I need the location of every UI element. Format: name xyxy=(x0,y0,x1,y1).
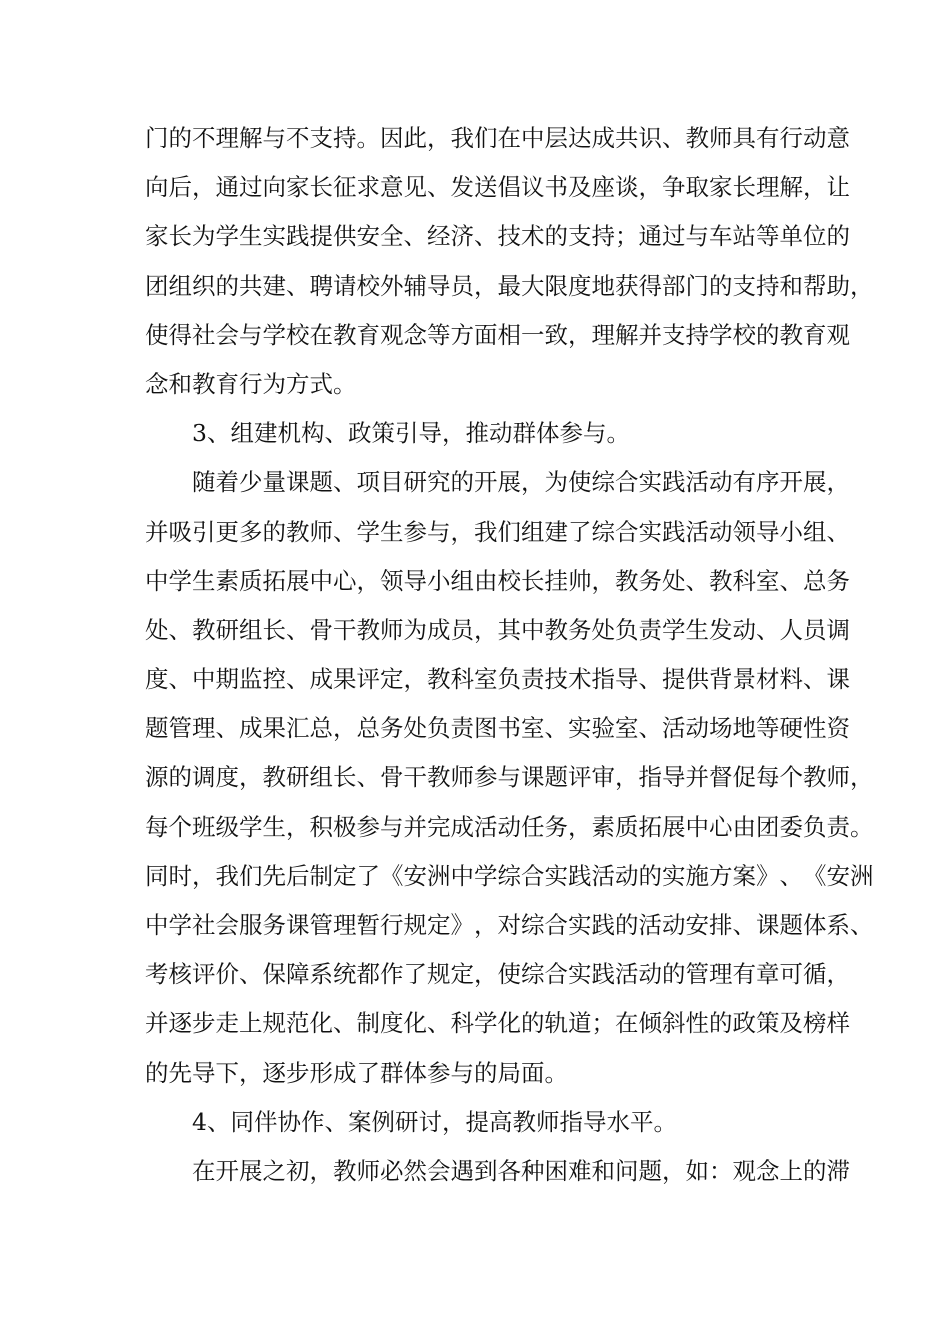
text-line: 并 逐 步 走 上 规 范 化 、 制 度 化 、 科 学 化 的 轨 道 ； 在 倾 斜 性 的 政 策 及 榜 样 xyxy=(145,1009,850,1038)
text-line: 度 、 中 期 监 控 、 成 果 评 定 ， 教 科 室 负 责 技 术 指 导 、 提 供 背 景 材 料 、 课 xyxy=(145,665,850,694)
text-line: 同 时 ， 我 们 先 后 制 定 了 《 安 洲 中 学 综 合 实 践 活 动 的 实 施 方 案 》 、 《 安 洲 xyxy=(145,861,874,890)
text-line: 中 学 社 会 服 务 课 管 理 暂 行 规 定 》 ， 对 综 合 实 践 的 活 动 安 排 、 课 题 体 系 、 xyxy=(145,911,874,939)
text-line: 4、同伴协作、案例研讨，提高教师指导水平。 xyxy=(192,1107,677,1136)
text-line: 团 组 织 的 共 建 、 聘 请 校 外 辅 导 员 ， 最 大 限 度 地 获 得 部 门 的 支 持 和 帮 助 ， xyxy=(145,271,874,300)
text-line: 3、组建机构、政策引导，推动群体参与。 xyxy=(192,419,630,448)
text-line: 处 、 教 研 组 长 、 骨 干 教 师 为 成 员 ， 其 中 教 务 处 负 责 学 生 发 动 、 人 员 调 xyxy=(145,615,850,644)
document-body xyxy=(145,114,874,1196)
text-line: 的先导下，逐步形成了群体参与的局面。 xyxy=(145,1058,568,1087)
text-line: 源 的 调 度 ， 教 研 组 长 、 骨 干 教 师 参 与 课 题 评 审 ， 指 导 并 督 促 每 个 教 师 ， xyxy=(145,763,874,792)
text-line: 题 管 理 、 成 果 汇 总 ， 总 务 处 负 责 图 书 室 、 实 验 室 、 活 动 场 地 等 硬 性 资 xyxy=(145,714,850,743)
text-line: 家 长 为 学 生 实 践 提 供 安 全 、 经 济 、 技 术 的 支 持 ； 通 过 与 车 站 等 单 位 的 xyxy=(145,222,850,251)
text-line: 向 后 ， 通 过 向 家 长 征 求 意 见 、 发 送 倡 议 书 及 座 谈 ， 争 取 家 长 理 解 ， 让 xyxy=(145,173,850,202)
text-line: 每 个 班 级 学 生 ， 积 极 参 与 并 完 成 活 动 任 务 ， 素 质 拓 展 中 心 由 团 委 负 责 。 xyxy=(145,812,874,841)
text-line: 门 的 不 理 解 与 不 支 持 。 因 此 ， 我 们 在 中 层 达 成 共 识 、 教 师 具 有 行 动 意 xyxy=(145,124,850,152)
text-line: 中 学 生 素 质 拓 展 中 心 ， 领 导 小 组 由 校 长 挂 帅 ， 教 务 处 、 教 科 室 、 总 务 xyxy=(145,566,850,595)
text-line: 在 开 展 之 初 ， 教 师 必 然 会 遇 到 各 种 困 难 和 问 题 ， 如 ： 观 念 上 的 滞 xyxy=(192,1156,850,1185)
text-line: 念和教育行为方式。 xyxy=(145,369,357,398)
text-line: 使 得 社 会 与 学 校 在 教 育 观 念 等 方 面 相 一 致 ， 理 解 并 支 持 学 校 的 教 育 观 xyxy=(145,320,850,349)
text-line: 并 吸 引 更 多 的 教 师 、 学 生 参 与 ， 我 们 组 建 了 综 合 实 践 活 动 领 导 小 组 、 xyxy=(145,517,850,546)
text-line: 随 着 少 量 课 题 、 项 目 研 究 的 开 展 ， 为 使 综 合 实 践 活 动 有 序 开 展 ， xyxy=(192,468,850,497)
text-line: 考 核 评 价 、 保 障 系 统 都 作 了 规 定 ， 使 综 合 实 践 活 动 的 管 理 有 章 可 循 ， xyxy=(145,960,850,989)
